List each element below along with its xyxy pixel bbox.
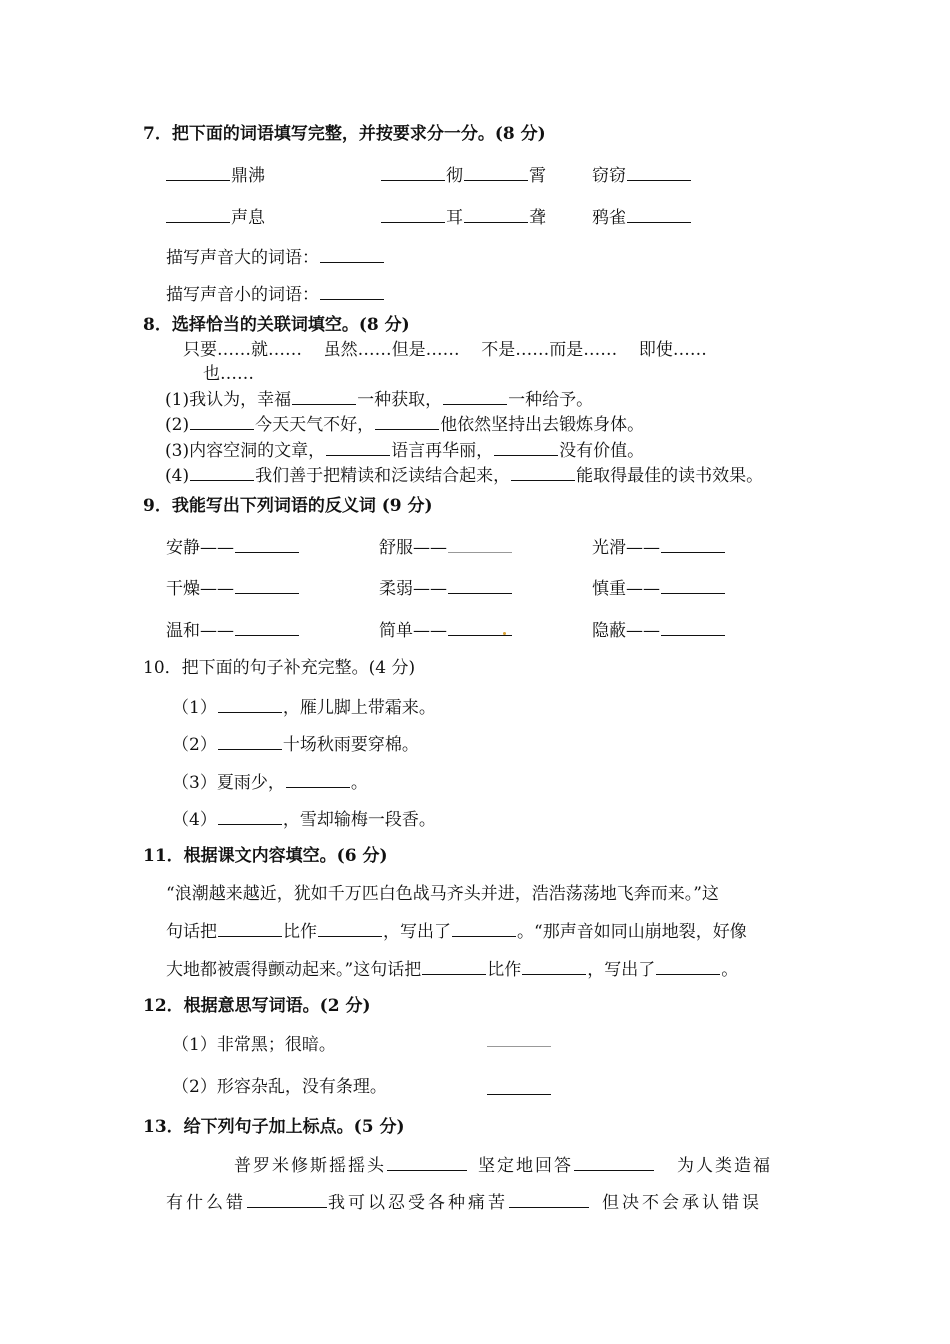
blank[interactable] [235,620,299,636]
blank[interactable] [166,165,230,181]
blank[interactable] [511,465,575,481]
q11-title: 11．根据课文内容填空。(6 分) [143,846,388,866]
q13-title: 13．给下列句子加上标点。(5 分) [143,1117,405,1137]
yellow-mark [503,632,506,635]
q7-row1-item3: 窃窃 [592,165,692,186]
blank[interactable] [320,284,384,300]
q13-line2: 有什么错 我可以忍受各种痛苦 但决不会承认错误 [166,1193,762,1213]
q13-line1: 普罗米修斯摇摇头 坚定地回答 为人类造福 [234,1156,772,1176]
q11-line1: “浪潮越来越近，犹如千万匹白色战马齐头并进，浩浩荡荡地飞奔而来。”这 [166,884,719,904]
blank[interactable] [627,165,691,181]
blank[interactable] [166,207,230,223]
blank[interactable] [422,959,486,975]
blank[interactable] [661,578,725,594]
blank[interactable] [522,959,586,975]
blank[interactable] [190,414,254,430]
blank[interactable] [218,921,282,937]
q12-title: 12．根据意思写词语。(2 分) [143,996,371,1016]
q9-word: 简单—— [379,620,513,641]
answer-blank[interactable] [487,1031,551,1047]
q7-row1-item1: 鼎沸 [165,165,265,186]
blank[interactable] [375,414,439,430]
blank[interactable] [235,537,299,553]
q9-title: 9．我能写出下列词语的反义词 (9 分) [143,496,433,516]
blank[interactable] [190,465,254,481]
blank[interactable] [326,440,390,456]
q10-s3: （3）夏雨少， 。 [172,773,368,793]
q11-line3: 大地都被震得颤动起来。”这句话把 比作 ，写出了 。 [166,960,739,980]
blank[interactable] [464,165,528,181]
q7-row2-item2: 耳 聋 [380,207,546,228]
blank[interactable] [381,165,445,181]
blank[interactable] [656,959,720,975]
blank[interactable] [318,921,382,937]
q7-row1-item2: 彻 霄 [380,165,546,186]
blank[interactable] [247,1192,327,1208]
blank[interactable] [381,207,445,223]
q9-word: 干燥—— [166,578,300,599]
q10-title: 10．把下面的句子补充完整。(4 分) [143,658,416,678]
q9-word: 安静—— [166,537,300,558]
q9-word: 隐蔽—— [592,620,726,641]
q9-word: 光滑—— [592,537,726,558]
q8-s3: (3)内容空洞的文章， 语言再华丽， 没有价值。 [165,441,645,461]
blank[interactable] [494,440,558,456]
blank[interactable] [218,809,282,825]
q7-row2-item3: 鸦雀 [592,207,692,228]
q9-word: 柔弱—— [379,578,513,599]
answer-blank[interactable] [487,1079,551,1095]
q11-line2: 句话把 比作 ，写出了 。“那声音如同山崩地裂，好像 [166,922,747,942]
q7-row2-item1: 声息 [165,207,265,228]
blank[interactable] [509,1192,589,1208]
blank[interactable] [464,207,528,223]
q8-s1: (1)我认为，幸福 一种获取， 一种给予。 [165,390,594,410]
blank[interactable] [218,734,282,750]
q7-title: 7．把下面的词语填写完整，并按要求分一分。(8 分) [143,124,546,144]
blank[interactable] [627,207,691,223]
blank[interactable] [387,1155,467,1171]
q7-quiet-words: 描写声音小的词语： [166,284,385,305]
q7-loud-words: 描写声音大的词语： [166,247,385,268]
blank[interactable] [452,921,516,937]
blank[interactable] [574,1155,654,1171]
blank[interactable] [448,578,512,594]
q12-s1: （1）非常黑；很暗。 [172,1035,336,1055]
q8-options: 只要……就…… 虽然……但是…… 不是……而是…… 即使…… [183,340,707,360]
q8-s2: (2) 今天天气不好， 他依然坚持出去锻炼身体。 [165,415,645,435]
blank[interactable] [320,247,384,263]
q10-s1: （1） ，雁儿脚上带霜来。 [172,698,436,718]
blank[interactable] [286,772,350,788]
blank[interactable] [443,389,507,405]
q10-s2: （2） 十场秋雨要穿棉。 [172,735,419,755]
q9-word: 温和—— [166,620,300,641]
blank[interactable] [218,697,282,713]
q8-options-cont: 也…… [203,364,254,384]
blank[interactable] [448,537,512,553]
blank[interactable] [235,578,299,594]
blank[interactable] [661,537,725,553]
blank[interactable] [292,389,356,405]
q8-s4: (4) 我们善于把精读和泛读结合起来， 能取得最佳的读书效果。 [165,466,764,486]
q10-s4: （4） ，雪却输梅一段香。 [172,810,436,830]
blank[interactable] [661,620,725,636]
q9-word: 慎重—— [592,578,726,599]
q9-word: 舒服—— [379,537,513,558]
q12-s2: （2）形容杂乱，没有条理。 [172,1077,387,1097]
q8-title: 8．选择恰当的关联词填空。(8 分) [143,315,410,335]
